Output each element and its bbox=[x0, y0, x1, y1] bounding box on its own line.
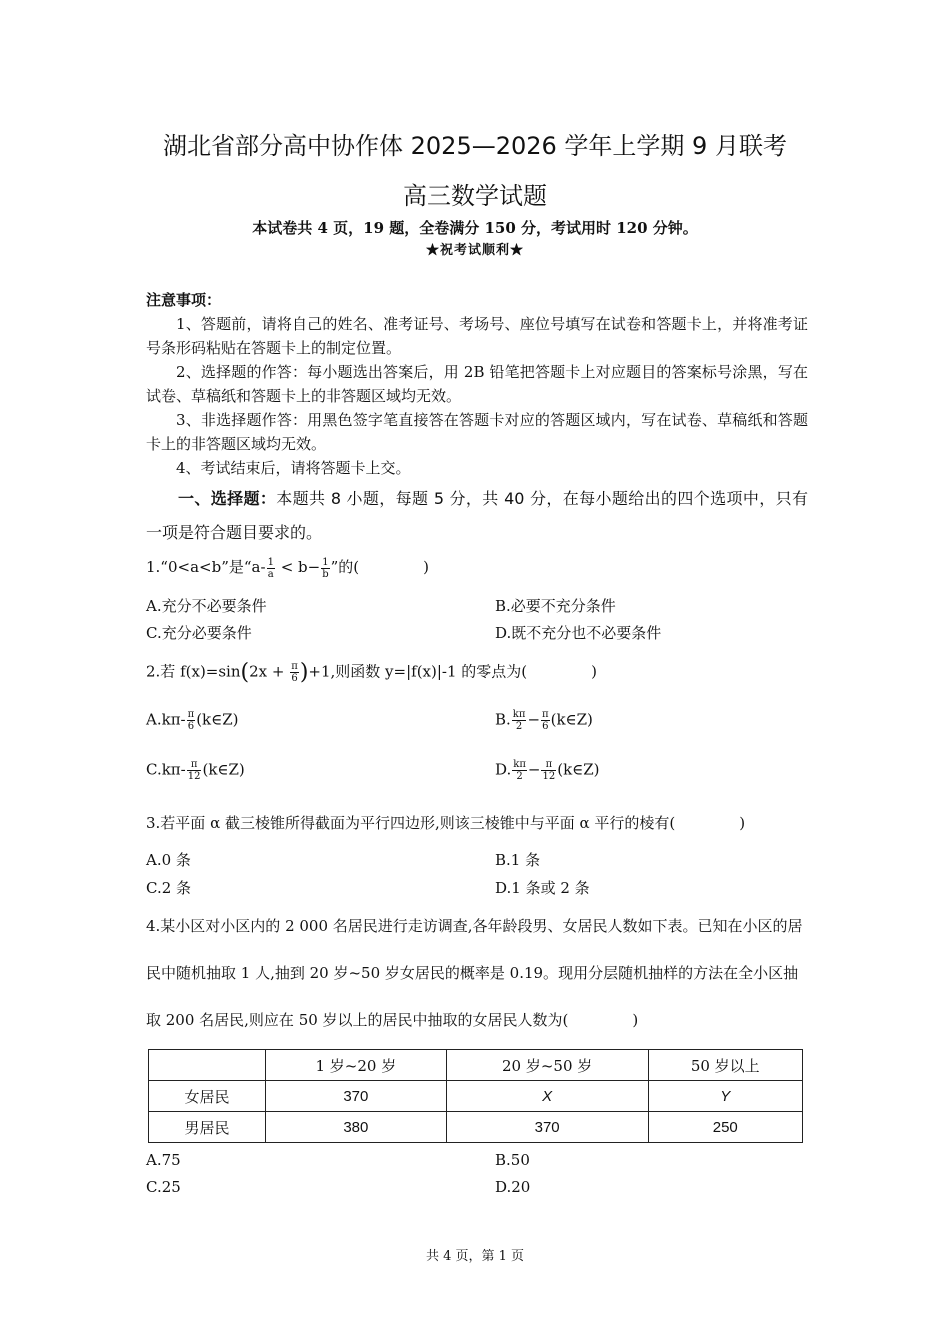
table-header-row: 1 岁~20 岁 20 岁~50 岁 50 岁以上 bbox=[149, 1050, 803, 1081]
q1-frac-2: $\frac{1}{b}$ bbox=[322, 556, 329, 580]
q1-option-b: B.必要不充分条件 bbox=[495, 597, 616, 615]
q1-suffix: ”的( bbox=[330, 558, 360, 576]
notes-heading: 注意事项： bbox=[146, 291, 222, 309]
q3-option-b: B.1 条 bbox=[495, 851, 541, 869]
note-item: 2、选择题的作答：每小题选出答案后，用 2B 铅笔把答题卡上对应题目的答案标号涂黑，写在试卷、草稿纸和答题卡上的非答题区域均无效。 bbox=[146, 363, 808, 405]
section-text: 本题共 8 小题，每题 5 分，共 40 分，在每小题给出的四个选项中，只有一项是符合题目要求的。 bbox=[146, 489, 808, 542]
q2-option-b: B. $\frac{k\pi}{2}$ − $\frac{\pi}{6}$ (k∈Z) bbox=[495, 709, 593, 732]
q1-option-c: C.充分必要条件 bbox=[146, 624, 252, 642]
question-1 bbox=[146, 556, 429, 580]
question-2: 2.若 f(x)=sin(2x + $\frac{\pi}{6}$ )+1,则函数 y=|f(x)|-1 的零点为( ) bbox=[146, 660, 598, 685]
population-table bbox=[148, 1049, 803, 1143]
question-4 bbox=[146, 903, 808, 1044]
q2-option-c: C.kπ- $\frac{\pi}{12}$ (k∈Z) bbox=[146, 759, 245, 782]
exam-wish: ★祝考试顺利★ bbox=[425, 243, 524, 258]
question-3 bbox=[146, 812, 745, 833]
note-item: 3、非选择题作答：用黑色签字笔直接答在答题卡对应的答题区域内，写在试卷、草稿纸和答题卡上的非答题区域均无效。 bbox=[146, 411, 808, 453]
exam-info: 本试卷共 4 页，19 题，全卷满分 150 分，考试用时 120 分钟。 bbox=[252, 219, 698, 237]
exam-title: 湖北省部分高中协作体 2025—2026 学年上学期 9 月联考 bbox=[163, 132, 787, 160]
q2-suffix: +1,则函数 y=|f(x)|-1 的零点为( bbox=[308, 662, 528, 681]
note-item: 1、答题前，请将自己的姓名、准考证号、考场号、座位号填写在试卷和答题卡上，并将准考证号条形码粘贴在答题卡上的制定位置。 bbox=[146, 315, 808, 357]
q2-option-a: A.kπ- $\frac{\pi}{6}$ (k∈Z) bbox=[146, 709, 239, 732]
q2-frac: $\frac{\pi}{6}$ bbox=[291, 661, 298, 684]
q2-close: ) bbox=[591, 662, 598, 681]
q1-frac-1: $\frac{1}{a}$ bbox=[267, 556, 274, 580]
q3-option-a: A.0 条 bbox=[146, 851, 191, 869]
section-heading: 一、选择题： bbox=[178, 489, 277, 508]
q4-option-a: A.75 bbox=[146, 1151, 181, 1169]
q3-option-c: C.2 条 bbox=[146, 879, 192, 897]
q3-option-d: D.1 条或 2 条 bbox=[495, 879, 590, 897]
section-choice bbox=[146, 482, 808, 550]
q1-close: ) bbox=[423, 558, 430, 576]
q4-option-d: D.20 bbox=[495, 1178, 531, 1196]
q2-option-d: D. $\frac{k\pi}{2}$ − $\frac{\pi}{12}$ (k∈Z) bbox=[495, 759, 600, 782]
q2-inner: 2x + bbox=[249, 662, 290, 681]
q1-mid: < b− bbox=[275, 558, 321, 576]
exam-subtitle: 高三数学试题 bbox=[403, 182, 547, 210]
q2-prefix: 2.若 f(x)=sin bbox=[146, 662, 241, 681]
q1-option-d: D.既不充分也不必要条件 bbox=[495, 624, 662, 642]
notes-list bbox=[146, 312, 808, 480]
page-footer: 共 4 页，第 1 页 bbox=[425, 1249, 525, 1264]
table-row: 男居民 380 370 250 bbox=[149, 1112, 803, 1143]
q4-option-b: B.50 bbox=[495, 1151, 530, 1169]
q1-option-a: A.充分不必要条件 bbox=[146, 597, 267, 615]
table-row: 女居民 370 X Y bbox=[149, 1081, 803, 1112]
note-item: 4、考试结束后，请将答题卡上交。 bbox=[176, 459, 411, 477]
q4-text: 4.某小区对小区内的 2 000 名居民进行走访调查,各年龄段男、女居民人数如下表。已知在小区的居民中随机抽取 1 人,抽到 20 岁~50 岁女居民的概率是 0.19。现用分层随机抽样的方法在全小区抽取 200 名居民,则应在 50 岁以上的居民中抽取的女居民人数为( bbox=[146, 917, 803, 1029]
q3-close: ) bbox=[739, 814, 746, 832]
q4-close: ) bbox=[632, 1011, 639, 1029]
q4-option-c: C.25 bbox=[146, 1178, 181, 1196]
q3-text: 3.若平面 α 截三棱锥所得截面为平行四边形,则该三棱锥中与平面 α 平行的棱有( bbox=[146, 814, 676, 832]
q1-prefix: 1.“0<a<b”是“a- bbox=[146, 558, 266, 576]
